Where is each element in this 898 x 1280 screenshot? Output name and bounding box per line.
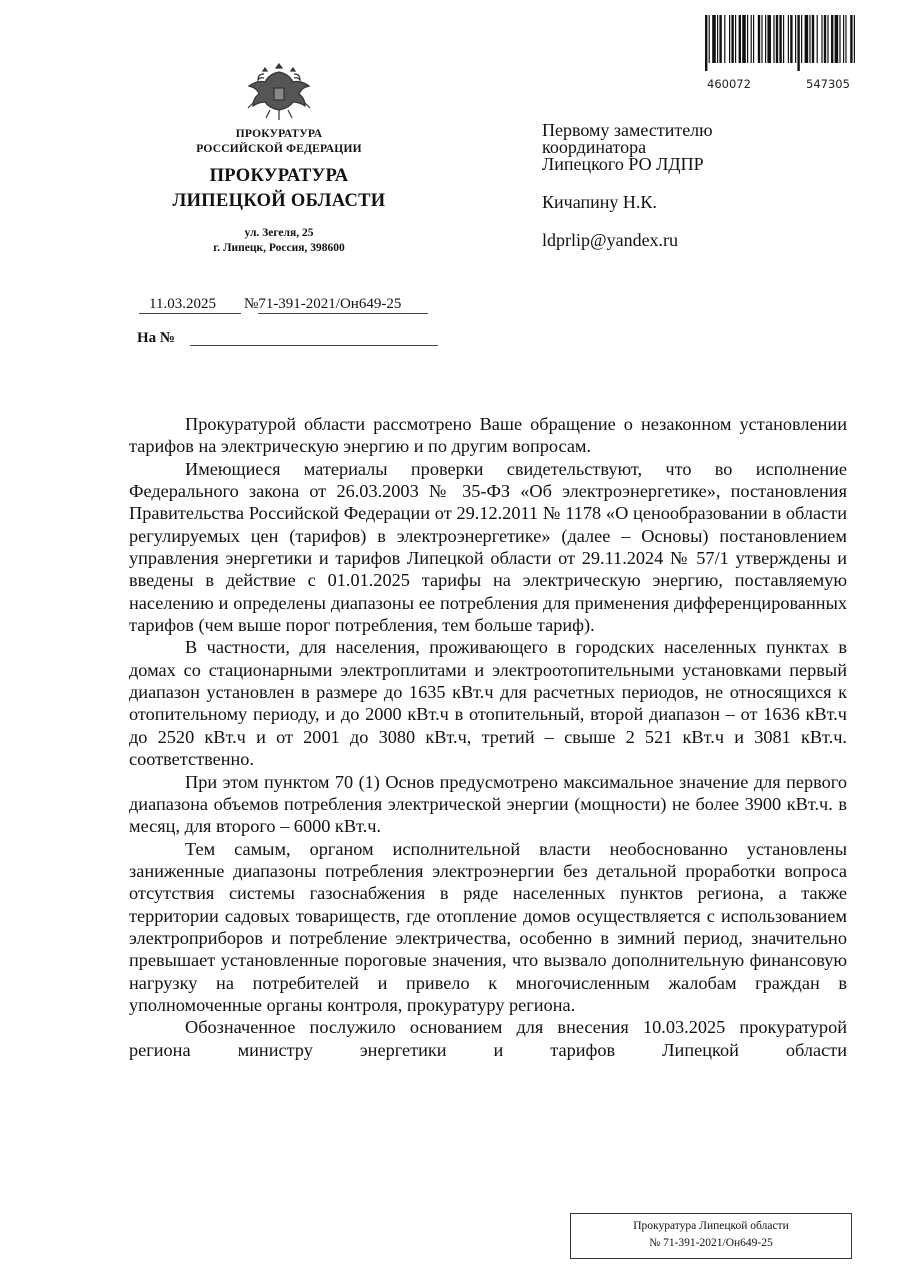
barcode-bar xyxy=(790,15,792,63)
org-top-line1: ПРОКУРАТУРА xyxy=(235,128,323,140)
barcode-bar xyxy=(761,15,762,63)
barcode-bar xyxy=(827,15,828,63)
barcode-bar xyxy=(850,15,852,63)
barcode-bar xyxy=(739,15,741,63)
barcode-left-digits: 460072 xyxy=(707,77,751,91)
barcode-bar xyxy=(854,15,855,63)
double-headed-eagle-emblem-icon xyxy=(240,58,318,126)
registration-date: 11.03.2025 xyxy=(139,296,241,314)
barcode-bar xyxy=(765,15,766,63)
barcode-bar xyxy=(824,15,826,63)
paragraph: Тем самым, органом исполнительной власти необоснованно установлены заниженные диапазоны потребления электроэнергии без детальной проработки вопроса отсутствия системы газоснабжения в ряде населенных пунктов региона, а также территории садовых товариществ, где отопление домов осуществляется с использованием электроприборов и потребление электричества, особенно в зимний период, значительно превышает установленные пороговые значения, что вызвало дополнительную финансовую нагрузку на потребителей и привело к многочисленным жалобам граждан в уполномоченные органы контроля, прокуратуру региона. xyxy=(129,838,847,1015)
barcode-bar xyxy=(758,15,760,63)
paragraph: Прокуратурой области рассмотрено Ваше обращение о незаконном установлении тарифов на электрическую энергию и по другим вопросам. xyxy=(129,414,847,457)
barcode-bar xyxy=(753,15,754,63)
barcode-bar xyxy=(735,15,736,63)
barcode-bar xyxy=(751,15,752,63)
stamp-line1: Прокуратура Липецкой области xyxy=(633,1220,789,1232)
letter-body xyxy=(129,413,847,1061)
barcode-bar xyxy=(783,15,784,63)
barcode-bar xyxy=(729,15,730,63)
recipient-name: Кичапину Н.К. xyxy=(542,192,657,212)
barcode-bar xyxy=(779,15,781,63)
org-main-line2: ЛИПЕЦКОЙ ОБЛАСТИ xyxy=(172,191,386,211)
barcode-bar xyxy=(724,15,725,63)
barcode-bar xyxy=(839,15,840,63)
barcode-bar xyxy=(843,15,844,63)
registration-number: 71-391-2021/Он649-25 xyxy=(258,296,428,314)
recipient-line2: координатора xyxy=(542,137,647,157)
barcode-bar xyxy=(709,15,710,63)
barcode-bar xyxy=(817,15,818,63)
barcode-bar xyxy=(767,15,771,63)
registration-line xyxy=(139,296,428,314)
barcode-bar xyxy=(812,15,814,63)
barcode-bar xyxy=(712,15,716,63)
barcode-bar xyxy=(835,15,839,63)
barcode-bar xyxy=(717,15,718,63)
barcode-right-digits: 547305 xyxy=(806,77,850,91)
paragraph: В частности, для населения, проживающего в городских населенных пунктах в домах со стационарными электроплитами и электроотопительными установками первый диапазон установлен в размере до 1635 кВт.ч для расчетных периодов, не относящихся к отопительному периоду, и до 2000 кВт.ч в отопительный, второй диапазон – от 1636 кВт.ч до 2520 кВт.ч и от 2001 до 3080 кВт.ч, третий – свыше 2 521 кВт.ч и 3081 кВт.ч. соответственно. xyxy=(129,637,847,770)
barcode-bar xyxy=(776,15,778,63)
barcode-bar xyxy=(831,15,833,63)
number-sign: № xyxy=(244,296,259,312)
recipient-email: ldprlip@yandex.ru xyxy=(542,230,679,250)
barcode-bar xyxy=(788,15,789,63)
barcode-bar xyxy=(705,15,707,71)
recipient-line3: Липецкого РО ЛДПР xyxy=(542,154,704,174)
paragraph: Имеющиеся материалы проверки свидетельствуют, что во исполнение Федерального закона от 26.03.2003 № 35-ФЗ «Об электроэнергетике», постановления Правительства Российской Федерации от 29.12.2011 № 1178 «О ценообразовании в области регулируемых цен (тарифов) в электроэнергетике» (далее – Основы) постановлением управления энергетики и тарифов Липецкой области от 29.11.2024 № 57/1 утверждены и введены в действие с 01.01.2025 тарифы на электрическую энергию, поставляемую населению и определены диапазоны ее потребления для применения дифференцированных тарифов (чем выше порог потребления, тем больше тариф). xyxy=(129,458,847,636)
paragraph: При этом пунктом 70 (1) Основ предусмотрено максимальное значение для первого диапазона объемов потребления электрической энергии (мощности) не более 3900 кВт.ч. в месяц, для второго – 6000 кВт.ч. xyxy=(129,771,847,837)
barcode-bars xyxy=(705,15,857,71)
barcode-bar xyxy=(845,15,846,63)
barcode-bar xyxy=(797,15,799,71)
recipient-line1: Первому заместителю xyxy=(542,120,713,140)
barcode-bar xyxy=(747,15,748,63)
stamp-line2: № 71-391-2021/Он649-25 xyxy=(649,1237,773,1249)
barcode-bar xyxy=(821,15,822,63)
org-top-line2: РОССИЙСКОЙ ФЕДЕРАЦИИ xyxy=(196,143,362,155)
reply-to-field xyxy=(190,344,438,346)
barcode-bar xyxy=(742,15,746,63)
barcode xyxy=(705,15,857,91)
barcode-bar xyxy=(773,15,774,63)
registration-stamp xyxy=(570,1213,852,1259)
barcode-bar xyxy=(719,15,721,63)
paragraph: Обозначенное послужило основанием для внесения 10.03.2025 прокуратурой региона министру энергетики и тарифов Липецкой области xyxy=(129,1017,847,1060)
barcode-bar xyxy=(731,15,733,63)
barcode-bar xyxy=(805,15,809,63)
address-line1: ул. Зегеля, 25 xyxy=(244,227,314,239)
barcode-bar xyxy=(795,15,796,63)
org-main-line1: ПРОКУРАТУРА xyxy=(209,166,349,186)
barcode-bar xyxy=(801,15,802,63)
address-line2: г. Липецк, Россия, 398600 xyxy=(213,242,345,254)
reply-to-label: На № xyxy=(137,330,175,346)
barcode-bar xyxy=(809,15,810,63)
